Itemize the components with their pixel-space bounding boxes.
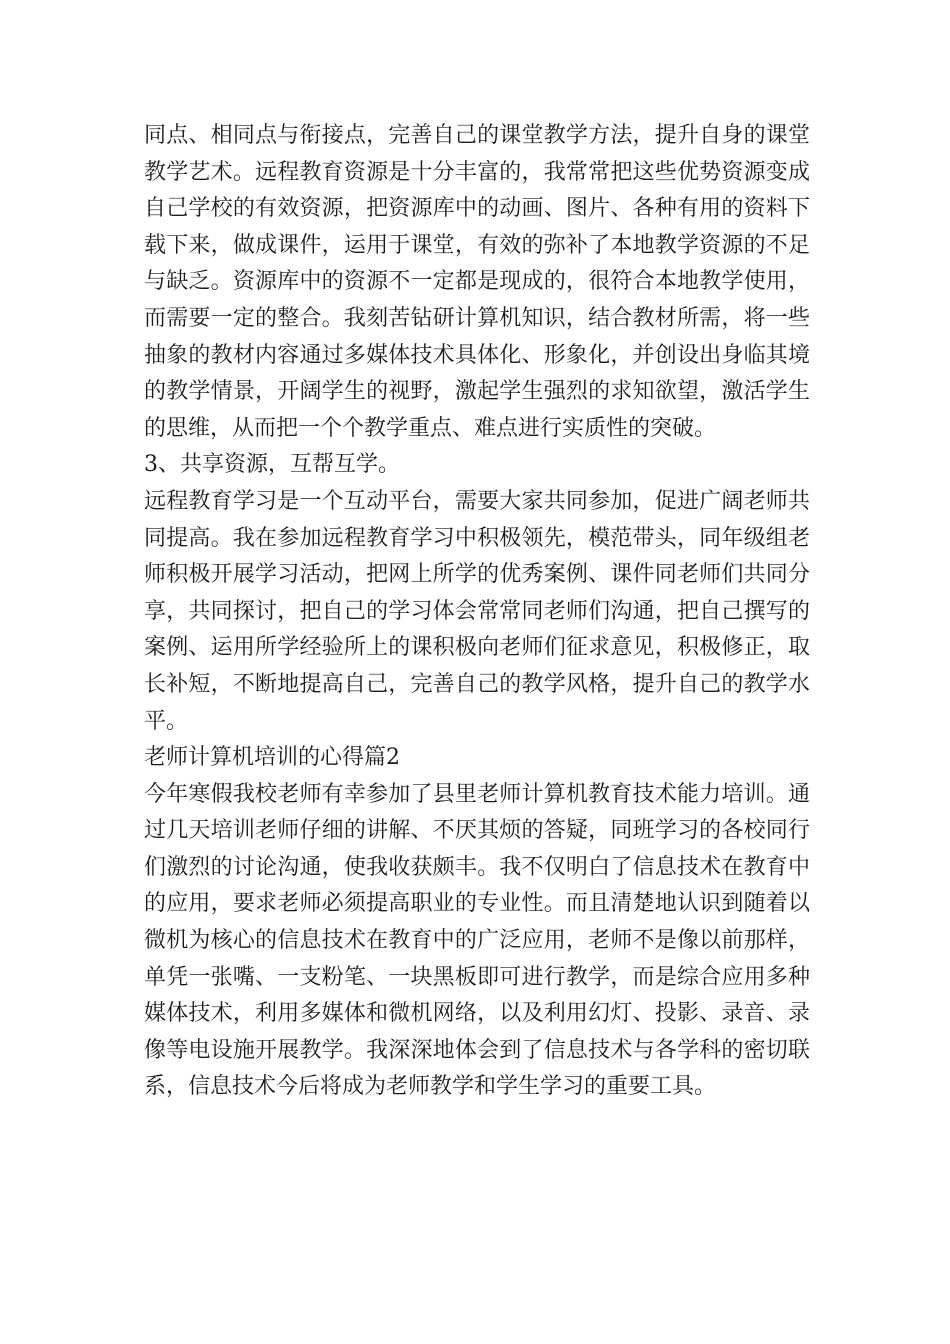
paragraph-remote-learning: 远程教育学习是一个互动平台，需要大家共同参加，促进广阔老师共同提高。我在参加远程教育学习中积极领先，模范带头，同年级组老师积极开展学习活动，把网上所学的优秀案例、课件同老师们共同分享，共同探讨，把自己的学习体会常常同老师们沟通，把自己撰写的案例、运用所学经验所上的课积极向老师们征求意见，积极修正，取长补短，不断地提高自己，完善自己的教学风格，提升自己的教学水平。 [144, 488, 810, 734]
paragraph-resources-continued: 同点、相同点与衔接点，完善自己的课堂教学方法，提升自身的课堂教学艺术。远程教育资源是十分丰富的，我常常把这些优势资源变成自己学校的有效资源，把资源库中的动画、图片、各种有用的资料下载下来，做成课件，运用于课堂，有效的弥补了本地教学资源的不足与缺乏。资源库中的资源不一定都是现成的，很符合本地教学使用，而需要一定的整合。我刻苦钻研计算机知识，结合教材所需，将一些抽象的教材内容通过多媒体技术具体化、形象化，并创设出身临其境的教学情景，开阔学生的视野，激起学生强烈的求知欲望，激活学生的思维，从而把一个个教学重点、难点进行实质性的突破。 [144, 123, 810, 441]
document-body [144, 118, 810, 1106]
section-heading-share-resources: 3、共享资源，互帮互学。 [144, 452, 400, 478]
paragraph-winter-training: 今年寒假我校老师有幸参加了县里老师计算机教育技术能力培训。通过几天培训老师仔细的讲解、不厌其烦的答疑，同班学习的各校同行们激烈的讨论沟通，使我收获颇丰。我不仅明白了信息技术在教育中的应用，要求老师必须提高职业的专业性。而且清楚地认识到随着以微机为核心的信息技术在教育中的广泛应用，老师不是像以前那样，单凭一张嘴、一支粉笔、一块黑板即可进行教学，而是综合应用多种媒体技术，利用多媒体和微机网络，以及利用幻灯、投影、录音、录像等电设施开展教学。我深深地体会到了信息技术与各学科的密切联系，信息技术今后将成为老师教学和学生学习的重要工具。 [144, 781, 810, 1100]
article-title-part-2: 老师计算机培训的心得篇2 [144, 745, 400, 771]
